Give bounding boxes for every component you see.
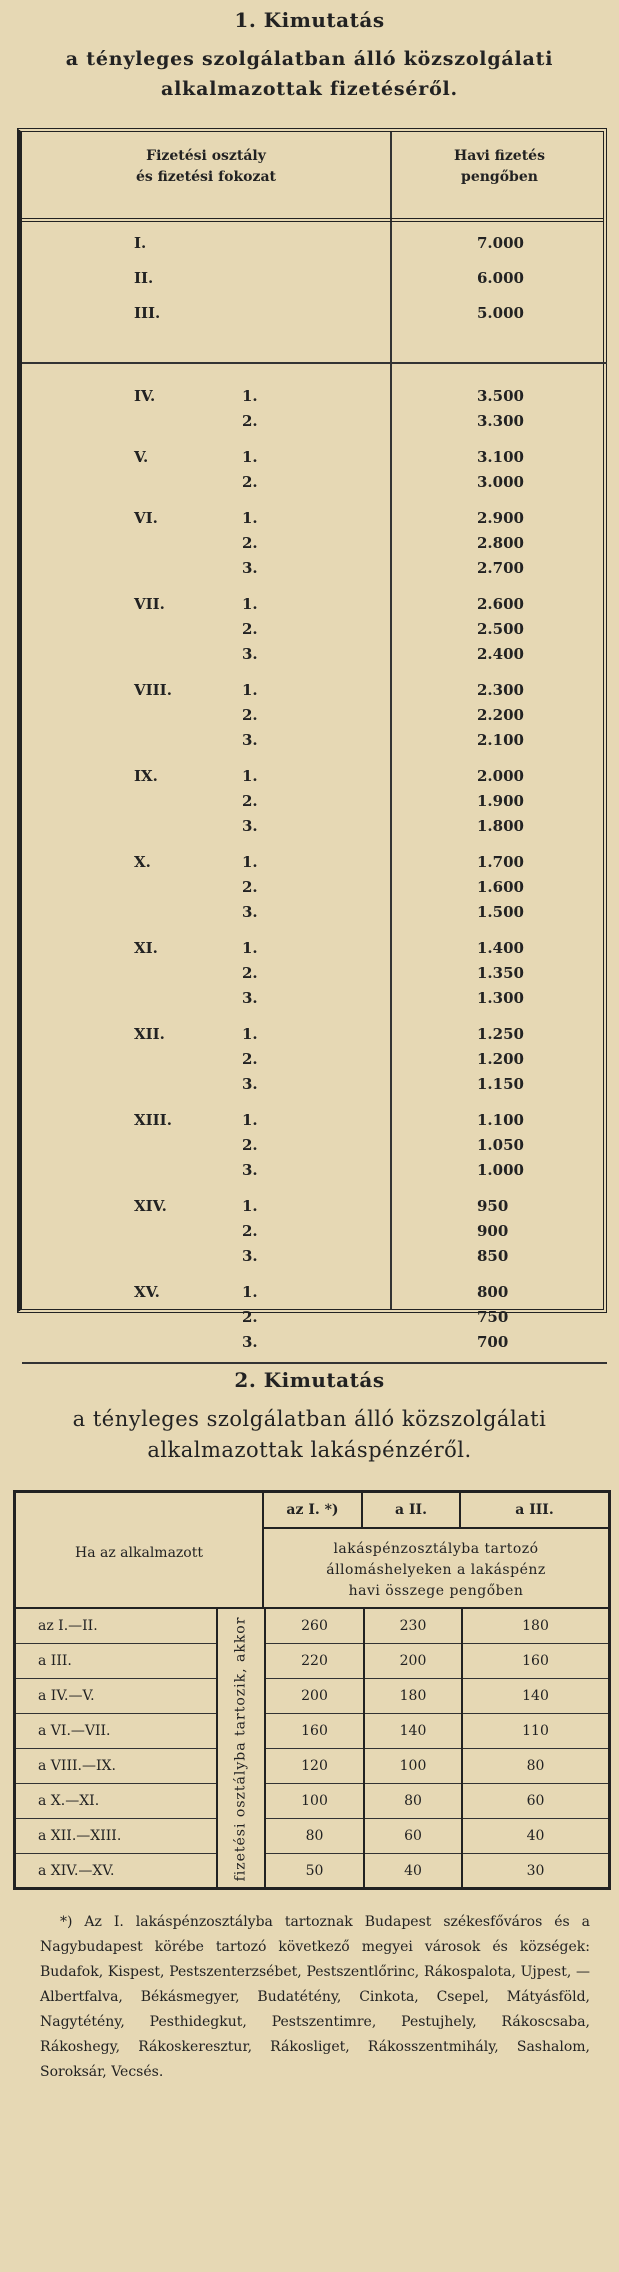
allowance-value: 50 (305, 1863, 324, 1879)
salary-amount: 2.200 (477, 706, 524, 724)
salary-amount: 750 (477, 1308, 509, 1326)
salary-step: 1. (242, 387, 258, 405)
allowance-value: 200 (266, 1679, 363, 1714)
salary-class: X. (134, 853, 151, 871)
allowance-value: 140 (463, 1679, 608, 1714)
salary-class: V. (134, 448, 149, 466)
salary-range-label: a X.—XI. (16, 1784, 216, 1819)
allowance-value: 30 (526, 1863, 545, 1879)
header-salary-class (22, 146, 390, 188)
table1-subtitle-line2: alkalmazottak fizetéséről. (161, 78, 458, 100)
salary-amount: 850 (477, 1247, 509, 1265)
allowance-value: 100 (365, 1749, 461, 1784)
salary-amount: 950 (477, 1197, 509, 1215)
salary-amount: 2.500 (477, 620, 524, 638)
vertical-label: fizetési osztályba tartozik, akkor (232, 1616, 248, 1882)
salary-step: 3. (242, 1161, 258, 1179)
salary-amount: 1.350 (477, 964, 524, 982)
salary-step: 1. (242, 681, 258, 699)
salary-step: 1. (242, 1283, 258, 1301)
salary-step: 3. (242, 559, 258, 577)
salary-class: XI. (134, 939, 158, 957)
salary-amount: 1.800 (477, 817, 524, 835)
table-bottom-rule (22, 1362, 607, 1364)
salary-step: 1. (242, 767, 258, 785)
col-header-cell-1 (264, 1493, 363, 1529)
salary-amount: 5.000 (477, 304, 524, 322)
salary-table-header (22, 132, 603, 222)
salary-step: 2. (242, 1308, 258, 1326)
salary-step: 2. (242, 706, 258, 724)
salary-amount: 2.000 (477, 767, 524, 785)
salary-class: VIII. (134, 681, 172, 699)
table2-subtitle (0, 1404, 619, 1466)
header-monthly-salary (392, 146, 607, 188)
allowance-value: 100 (266, 1784, 363, 1819)
salary-amount: 800 (477, 1283, 509, 1301)
salary-step: 2. (242, 964, 258, 982)
allowance-value: 230 (365, 1609, 461, 1644)
salary-amount: 2.800 (477, 534, 524, 552)
salary-step: 2. (242, 878, 258, 896)
footnote (40, 1910, 590, 2085)
salary-amount: 6.000 (477, 269, 524, 287)
row-header-cell (16, 1493, 264, 1609)
vertical-label-cell (216, 1609, 264, 1889)
allowance-value: 260 (266, 1609, 363, 1644)
salary-step: 1. (242, 509, 258, 527)
header-left-line2: és fizetési fokozat (135, 169, 277, 185)
salary-step: 3. (242, 1075, 258, 1093)
salary-class: XII. (134, 1025, 165, 1043)
salary-step: 1. (242, 1025, 258, 1043)
allowance-value: 60 (365, 1819, 461, 1854)
group-header (264, 1529, 608, 1602)
col-header-3: a III. (515, 1502, 554, 1518)
salary-amount: 1.300 (477, 989, 524, 1007)
salary-amount: 2.300 (477, 681, 524, 699)
col-header-1: az I. *) (286, 1502, 339, 1518)
salary-step: 2. (242, 792, 258, 810)
allowance-value: 40 (463, 1819, 608, 1854)
allowance-value: 80 (463, 1749, 608, 1784)
column-divider (390, 132, 392, 1309)
salary-class: IV. (134, 387, 156, 405)
allowance-value: 160 (266, 1714, 363, 1749)
housing-allowance-table (13, 1490, 611, 1890)
salary-step: 3. (242, 1333, 258, 1351)
allowance-value: 180 (463, 1609, 608, 1644)
salary-step: 1. (242, 939, 258, 957)
salary-amount: 1.900 (477, 792, 524, 810)
salary-amount: 1.600 (477, 878, 524, 896)
salary-class: I. (134, 234, 147, 252)
table2-subtitle-line1: a tényleges szolgálatban álló közszolgálati (72, 1407, 547, 1431)
salary-table (17, 128, 607, 1351)
label-divider (216, 1609, 218, 1890)
allowance-value: 220 (266, 1644, 363, 1679)
salary-amount: 2.900 (477, 509, 524, 527)
salary-range-label: a XII.—XIII. (16, 1819, 216, 1854)
header-right-line2: pengőben (461, 169, 538, 185)
salary-class: XV. (134, 1283, 160, 1301)
salary-step: 2. (242, 473, 258, 491)
salary-step: 2. (242, 412, 258, 430)
salary-amount: 1.400 (477, 939, 524, 957)
table1-subtitle (0, 44, 619, 104)
col-header-cell-3 (461, 1493, 608, 1529)
salary-step: 2. (242, 620, 258, 638)
salary-step: 1. (242, 595, 258, 613)
salary-amount: 3.000 (477, 473, 524, 491)
allowance-value: 60 (463, 1784, 608, 1819)
salary-amount: 700 (477, 1333, 509, 1351)
salary-class: XIV. (134, 1197, 167, 1215)
header-right-line1: Havi fizetés (454, 148, 545, 164)
salary-step: 1. (242, 1197, 258, 1215)
salary-step: 2. (242, 534, 258, 552)
salary-step: 1. (242, 853, 258, 871)
col-header-cell-2 (363, 1493, 461, 1529)
salary-step: 3. (242, 645, 258, 663)
salary-step: 3. (242, 989, 258, 1007)
salary-class: XIII. (134, 1111, 172, 1129)
salary-range-label: a VIII.—IX. (16, 1749, 216, 1784)
table1-subtitle-line1: a tényleges szolgálatban álló közszolgálati (65, 48, 554, 70)
section-divider (22, 362, 607, 364)
group-header-line1: lakáspénzosztályba tartozó (333, 1541, 539, 1557)
allowance-value: 200 (365, 1644, 461, 1679)
salary-amount: 1.150 (477, 1075, 524, 1093)
salary-amount: 1.050 (477, 1136, 524, 1154)
salary-range-label: a VI.—VII. (16, 1714, 216, 1749)
table2-subtitle-line2: alkalmazottak lakáspénzéről. (147, 1438, 472, 1462)
group-header-line3: havi összege pengőben (348, 1583, 524, 1599)
col-header-2: a II. (395, 1502, 427, 1518)
salary-step: 2. (242, 1136, 258, 1154)
salary-class: IX. (134, 767, 158, 785)
salary-class: III. (134, 304, 161, 322)
salary-step: 3. (242, 903, 258, 921)
salary-amount: 1.250 (477, 1025, 524, 1043)
salary-range-label: a IV.—V. (16, 1679, 216, 1714)
salary-class: II. (134, 269, 154, 287)
salary-amount: 3.300 (477, 412, 524, 430)
allowance-value: 80 (266, 1819, 363, 1854)
group-header-line2: állomáshelyeken a lakáspénz (326, 1562, 546, 1578)
salary-amount: 3.100 (477, 448, 524, 466)
salary-range-label: az I.—II. (16, 1609, 216, 1644)
footnote-text: *) Az I. lakáspénzosztályba tartoznak Budapest székesfőváros és a Nagybudapest körébe tartozó következő megyei városok és községek: Budafok, Kispest, Pestszenterzsébet, Pestszentlőrinc, Rákospalota, Ujpest, — Albertfalva, Békásmegyer, Budatétény, Cinkota, Csepel, Mátyásföld, Nagytétény, Pesthidegkut, Pestszentimre, Pestujhely, Rákoscsaba, Rákoshegy, Rákoskeresztur, Rákosliget, Rákosszentmihály, Sashalom, Soroksár, Vecsés. (40, 1914, 590, 2080)
salary-amount: 1.000 (477, 1161, 524, 1179)
salary-step: 1. (242, 1111, 258, 1129)
salary-amount: 7.000 (477, 234, 524, 252)
allowance-value: 80 (365, 1784, 461, 1819)
salary-amount: 1.100 (477, 1111, 524, 1129)
salary-class: VII. (134, 595, 165, 613)
allowance-value: 160 (463, 1644, 608, 1679)
salary-amount: 3.500 (477, 387, 524, 405)
header-left-line1: Fizetési osztály (146, 148, 266, 164)
salary-range-label: a III. (16, 1644, 216, 1679)
allowance-value: 40 (404, 1863, 422, 1879)
allowance-value: 120 (266, 1749, 363, 1784)
salary-amount: 2.100 (477, 731, 524, 749)
group-header-cell (264, 1529, 608, 1609)
salary-range-label: a XIV.—XV. (38, 1863, 115, 1879)
salary-amount: 900 (477, 1222, 509, 1240)
salary-step: 3. (242, 817, 258, 835)
allowance-value: 140 (365, 1714, 461, 1749)
allowance-value: 110 (463, 1714, 608, 1749)
salary-step: 1. (242, 448, 258, 466)
salary-amount: 2.600 (477, 595, 524, 613)
salary-amount: 1.500 (477, 903, 524, 921)
table2-title: 2. Kimutatás (234, 1368, 385, 1392)
salary-class: VI. (134, 509, 158, 527)
salary-step: 2. (242, 1222, 258, 1240)
salary-amount: 2.700 (477, 559, 524, 577)
salary-amount: 1.200 (477, 1050, 524, 1068)
allowance-value: 180 (365, 1679, 461, 1714)
salary-amount: 2.400 (477, 645, 524, 663)
row-header: Ha az alkalmazott (75, 1545, 203, 1561)
salary-amount: 1.700 (477, 853, 524, 871)
salary-step: 3. (242, 1247, 258, 1265)
table1-title: 1. Kimutatás (234, 8, 385, 32)
salary-step: 3. (242, 731, 258, 749)
salary-step: 2. (242, 1050, 258, 1068)
